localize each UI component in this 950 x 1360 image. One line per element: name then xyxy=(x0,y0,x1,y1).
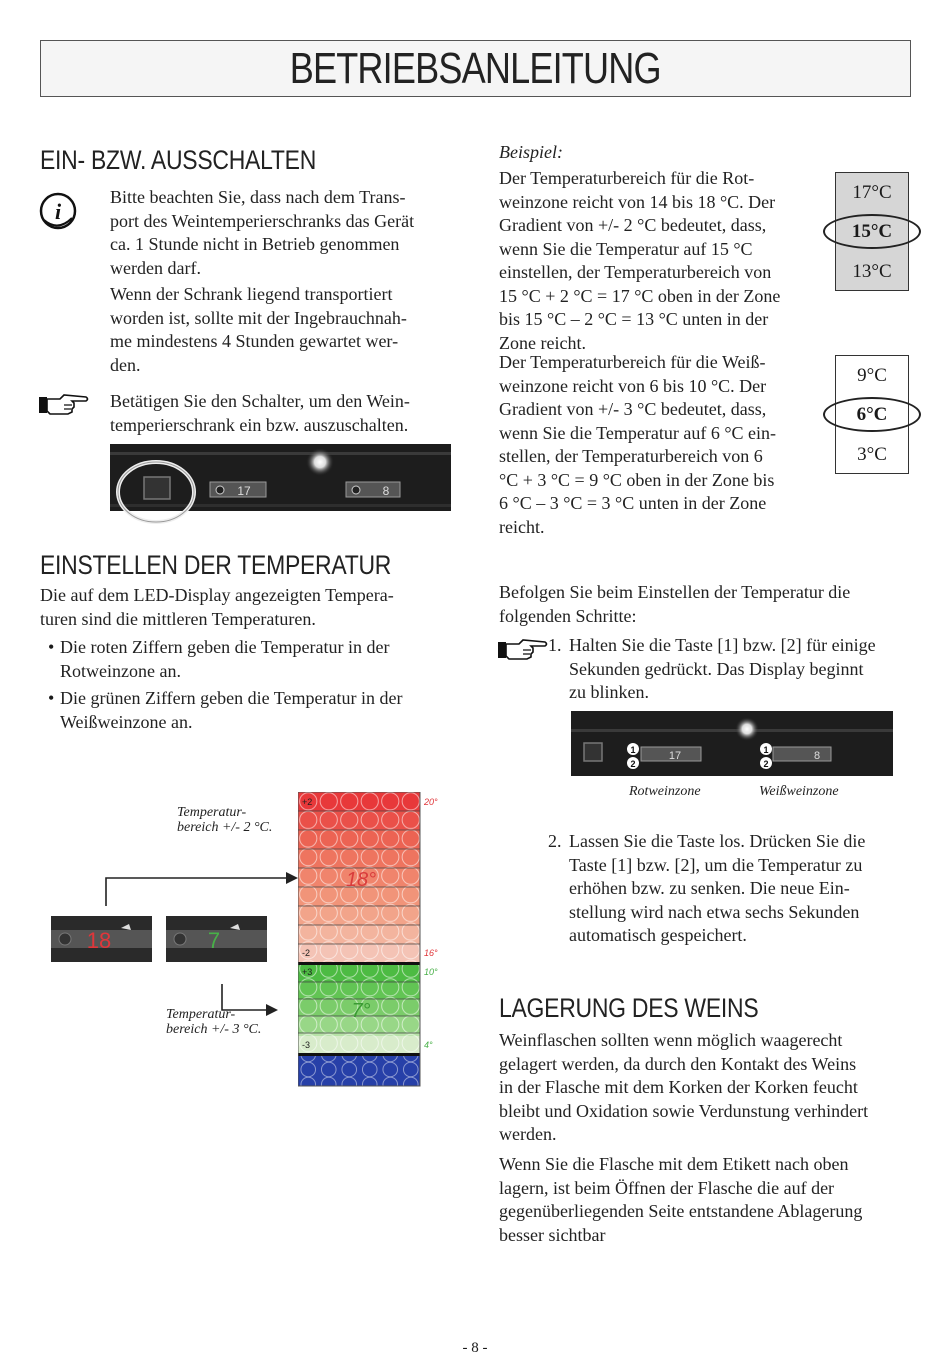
buttons-panel-display-right: 8 xyxy=(813,750,821,762)
text-line: Befolgen Sie beim Einstellen der Temperatur die xyxy=(499,582,851,602)
text-line: Taste [1] bzw. [2], um die Temperatur zu xyxy=(569,854,863,875)
pointing-hand-icon xyxy=(497,638,549,662)
svg-text:i: i xyxy=(54,199,62,224)
text-line: Gradient von +/- 2 °C bedeutet, dass, xyxy=(499,215,767,235)
green-top-temp: 10° xyxy=(424,967,438,977)
page-title: BETRIEBSANLEITUNG xyxy=(290,44,661,93)
green-display-digits: 7 xyxy=(207,928,221,953)
text-line: Wenn Sie die Flasche mit dem Etikett nach oben xyxy=(499,1154,849,1174)
text-line: Weinflaschen sollten wenn möglich waagerecht xyxy=(499,1030,843,1050)
text-line: Halten Sie die Taste [1] bzw. [2] für einige xyxy=(569,635,876,655)
svg-text:2: 2 xyxy=(630,759,636,769)
step1-text xyxy=(569,634,876,705)
text-line: besser sichtbar xyxy=(499,1224,606,1245)
red-display-illustration xyxy=(51,916,152,962)
text-line: stellen, der Temperaturbereich von 6 xyxy=(499,446,763,466)
step1-number: 1. xyxy=(548,635,562,655)
text-line: bis 15 °C – 2 °C = 13 °C unten in der xyxy=(499,309,769,329)
page-title-box xyxy=(40,40,911,97)
text-line: bereich +/- 2 °C. xyxy=(177,820,273,835)
pointing-hand-icon xyxy=(38,393,90,417)
white-zone-top-temp: 9°C xyxy=(857,365,887,386)
text-line: turen sind die mittleren Temperaturen. xyxy=(40,608,316,629)
svg-text:1: 1 xyxy=(630,745,636,755)
buttons-panel-illustration xyxy=(571,711,893,776)
red-zone-bottom-temp: 13°C xyxy=(852,261,892,282)
step2-number: 2. xyxy=(548,831,562,851)
buttons-panel-photo xyxy=(571,711,893,776)
storage-paragraph-2 xyxy=(499,1153,862,1247)
red-range-caption xyxy=(177,805,272,835)
text-line: werden darf. xyxy=(110,257,201,278)
red-center-label: 18° xyxy=(345,869,377,891)
text-line: Zone reicht. xyxy=(499,332,586,353)
red-top-offset: +2 xyxy=(302,797,313,807)
example-red-paragraph xyxy=(499,167,780,355)
text-line: Bitte beachten Sie, dass nach dem Trans- xyxy=(110,187,406,207)
storage-paragraph-1 xyxy=(499,1029,868,1147)
text-line: bleibt und Oxidation sowie Verdunstung verhindert xyxy=(499,1100,869,1121)
text-line: lagern, ist beim Öffnen der Flasche die auf der xyxy=(499,1177,835,1198)
text-line: wenn Sie die Temperatur auf 6 °C ein- xyxy=(499,422,777,443)
text-line: Der Temperaturbereich für die Weiß- xyxy=(499,352,766,372)
text-line: worden ist, sollte mit der Ingebrauchnah- xyxy=(110,307,407,328)
button-1-marker-white xyxy=(760,743,772,755)
text-line: gelagert werden, da durch den Kontakt des Weins xyxy=(499,1053,857,1074)
text-line: Die grünen Ziffern geben die Temperatur in der xyxy=(60,688,403,708)
text-line: Weißweinzone an. xyxy=(60,711,193,732)
red-display-photo xyxy=(51,916,152,962)
text-line: me mindestens 4 Stunden gewartet wer- xyxy=(110,331,399,351)
text-line: Lassen Sie die Taste los. Drücken Sie die xyxy=(569,831,866,851)
red-bottom-temp: 16° xyxy=(424,948,438,958)
red-set-temp-highlight xyxy=(823,214,921,249)
text-line: ca. 1 Stunde nicht in Betrieb genommen xyxy=(110,234,400,254)
text-line: Sekunden gedrückt. Das Display beginnt xyxy=(569,658,864,679)
text-line: den. xyxy=(110,354,141,375)
note-paragraph-b xyxy=(110,283,407,377)
green-bottom-temp: 4° xyxy=(424,1040,433,1050)
heading-ein-ausschalten: EIN- BZW. AUSSCHALTEN xyxy=(40,145,317,175)
white-zone-set-temp: 6°C xyxy=(856,404,888,425)
temperature-gradient-diagram xyxy=(298,792,448,1088)
text-line: Gradient von +/- 3 °C bedeutet, dass, xyxy=(499,399,767,419)
green-bottom-offset: -3 xyxy=(302,1040,311,1050)
text-line: Die auf dem LED-Display angezeigten Tempera- xyxy=(40,585,394,605)
text-line: erhöhen bzw. zu senken. Die neue Ein- xyxy=(569,878,850,898)
green-display-photo xyxy=(166,916,267,962)
red-zone-top-temp: 17°C xyxy=(852,182,892,203)
text-line: Betätigen Sie den Schalter, um den Wein- xyxy=(110,391,410,411)
text-line: zu blinken. xyxy=(569,682,649,702)
svg-text:2: 2 xyxy=(763,759,769,769)
text-line: wenn Sie die Temperatur auf 15 °C xyxy=(499,238,753,259)
step2-text xyxy=(569,830,865,948)
button-1-marker-red xyxy=(627,743,639,755)
switch-highlight-circle xyxy=(114,460,198,526)
text-line: werden. xyxy=(499,1124,557,1144)
example-white-paragraph xyxy=(499,351,776,539)
action-paragraph xyxy=(110,390,410,437)
green-top-offset: +3 xyxy=(302,967,313,977)
bullet-green-digits xyxy=(60,687,402,734)
text-line: Rotweinzone an. xyxy=(60,660,181,681)
text-line: port des Weintemperierschranks das Gerät xyxy=(110,210,415,231)
white-set-temp-highlight xyxy=(823,397,921,432)
bullet-marker: • xyxy=(48,637,55,657)
page-number: - 8 - xyxy=(462,1340,488,1356)
text-line: gegenüberliegenden Seite entstandene Ablagerung xyxy=(499,1201,863,1221)
text-line: Wenn der Schrank liegend transportiert xyxy=(110,284,393,304)
note-paragraph-a xyxy=(110,186,414,280)
text-line: 15 °C + 2 °C = 17 °C oben in der Zone xyxy=(499,285,781,306)
text-line: automatisch gespeichert. xyxy=(569,925,747,945)
green-center-label: 7° xyxy=(351,1000,371,1022)
heading-einstellen-temperatur: EINSTELLEN DER TEMPERATUR xyxy=(40,550,392,580)
panel-display-right: 8 xyxy=(382,484,390,498)
zone-divider xyxy=(298,962,420,965)
text-line: einstellen, der Temperaturbereich von xyxy=(499,262,772,282)
text-line: folgenden Schritte: xyxy=(499,605,637,626)
text-line: 6 °C – 3 °C = 3 °C unten in der Zone xyxy=(499,493,767,513)
text-line: in der Flasche mit dem Korken der Korken feucht xyxy=(499,1077,858,1097)
red-top-temp: 20° xyxy=(424,797,438,807)
bullet-red-digits xyxy=(60,636,389,683)
text-line: Die roten Ziffern geben die Temperatur in der xyxy=(60,637,390,657)
red-display-digits: 18 xyxy=(86,928,112,953)
text-line: Temperatur- xyxy=(166,1007,236,1022)
text-line: Der Temperaturbereich für die Rot- xyxy=(499,168,755,188)
text-line: Temperatur- xyxy=(177,805,247,820)
heading-lagerung: LAGERUNG DES WEINS xyxy=(499,993,759,1023)
svg-text:1: 1 xyxy=(763,745,769,755)
zone-label-white: Weißweinzone xyxy=(759,784,839,799)
example-label: Beispiel: xyxy=(499,142,563,162)
text-line: weinzone reicht von 14 bis 18 °C. Der xyxy=(499,191,776,212)
panel-display-left: 17 xyxy=(237,484,251,498)
red-bottom-offset: -2 xyxy=(302,948,311,958)
text-line: temperierschrank ein bzw. auszuschalten. xyxy=(110,414,409,435)
buttons-panel-display-left: 17 xyxy=(668,750,682,762)
button-2-marker-red xyxy=(627,757,639,769)
text-line: bereich +/- 3 °C. xyxy=(166,1022,262,1037)
steps-intro xyxy=(499,581,850,628)
text-line: °C + 3 °C = 9 °C oben in der Zone bis xyxy=(499,469,775,490)
white-zone-bottom-temp: 3°C xyxy=(857,444,887,465)
text-line: weinzone reicht von 6 bis 10 °C. Der xyxy=(499,375,767,396)
zone-label-red: Rotweinzone xyxy=(629,784,701,799)
text-line: stellung wird nach etwa sechs Sekunden xyxy=(569,901,860,922)
green-display-illustration xyxy=(166,916,267,962)
bullet-marker: • xyxy=(48,688,55,708)
info-icon xyxy=(38,190,78,232)
button-2-marker-white xyxy=(760,757,772,769)
text-line: reicht. xyxy=(499,516,545,537)
intro-paragraph xyxy=(40,584,394,631)
red-zone-set-temp: 15°C xyxy=(851,221,893,242)
